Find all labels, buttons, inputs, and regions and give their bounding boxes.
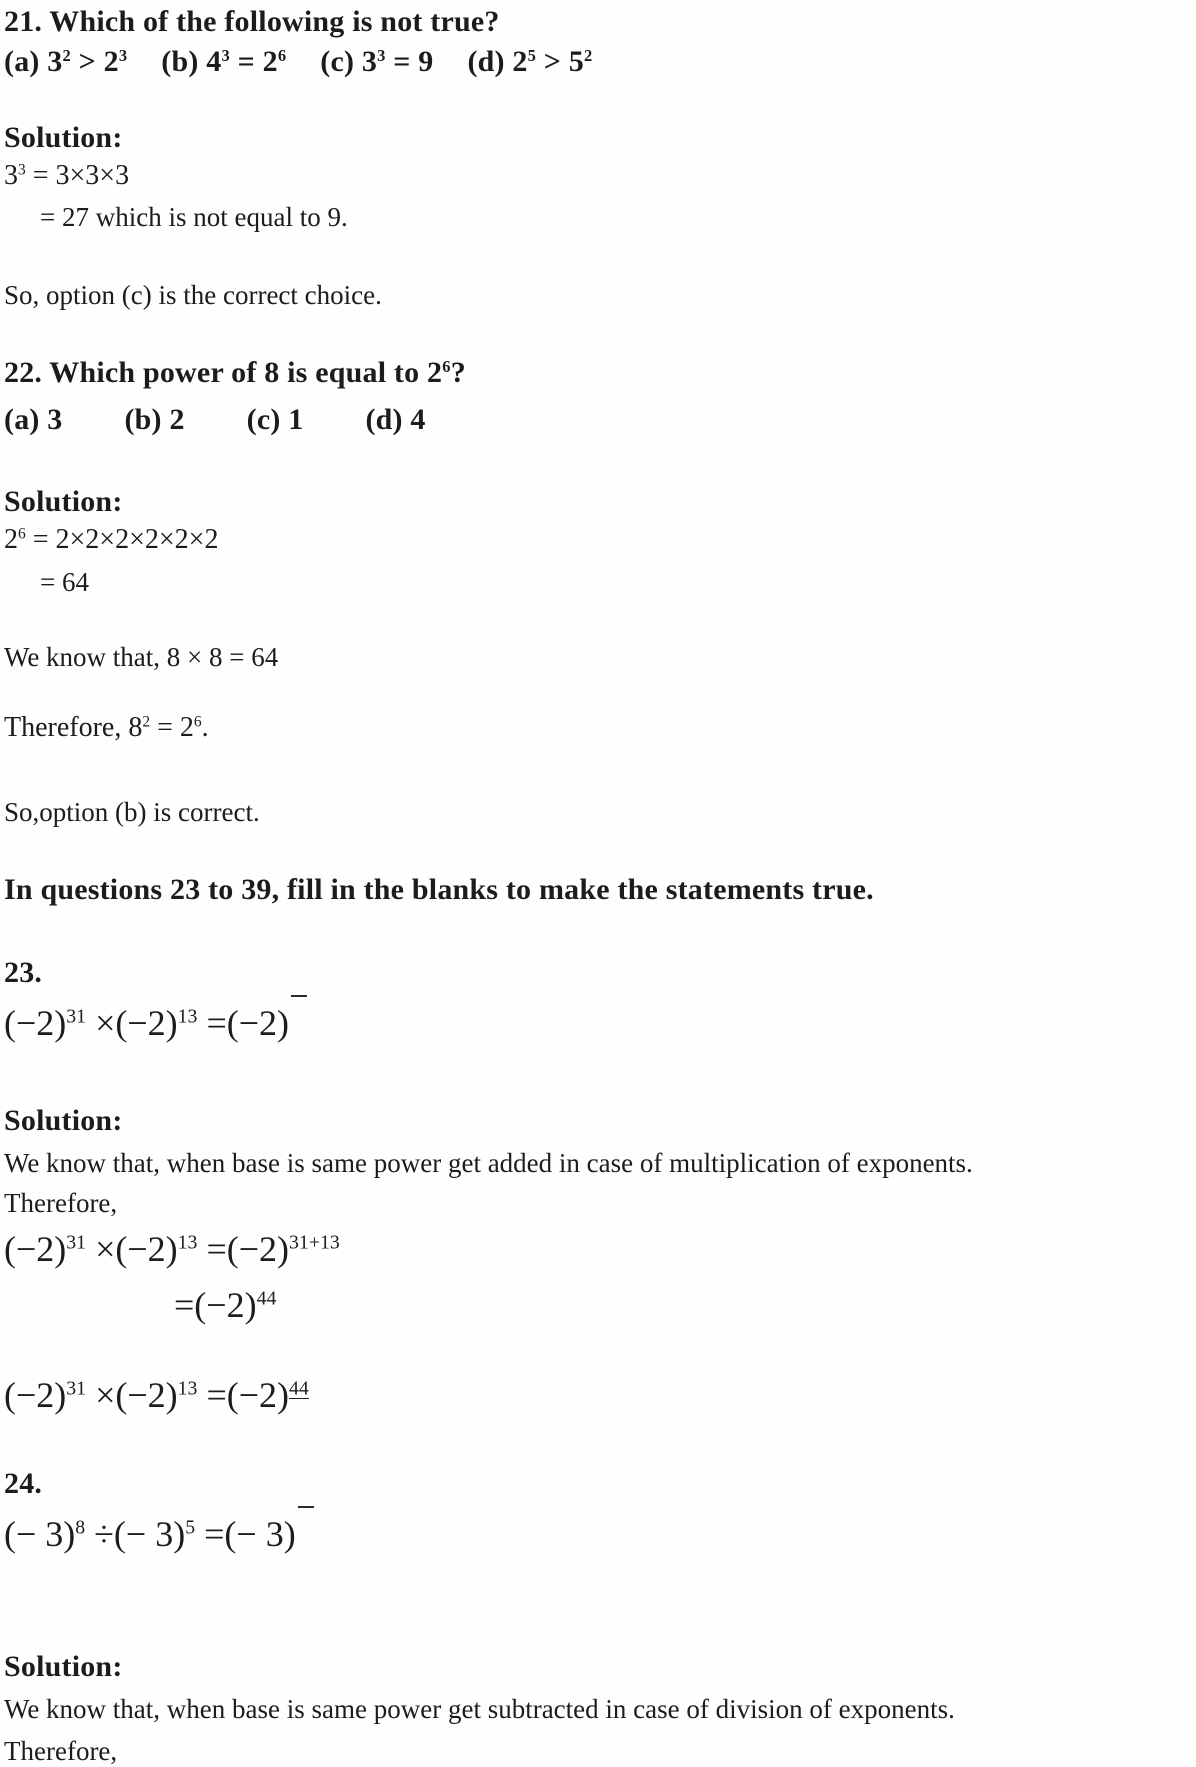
- question-22-solution-label: Solution:: [4, 485, 123, 518]
- question-24-number: 24.: [4, 1466, 43, 1500]
- question-22-fact: We know that, 8 × 8 = 64: [4, 642, 279, 672]
- question-21-work-line-2: = 27 which is not equal to 9.: [40, 202, 348, 232]
- question-22-option-c: (c) 1: [246, 403, 304, 436]
- question-22-options: [4, 400, 1188, 440]
- question-23-explanation: We know that, when base is same power get added in case of multiplication of exponents.: [4, 1147, 973, 1178]
- question-23-number: 23.: [4, 956, 43, 989]
- question-22-option-b: (b) 2: [124, 403, 185, 436]
- question-21-solution-label: Solution:: [4, 121, 123, 154]
- question-22-option-d: (d) 4: [365, 403, 426, 436]
- question-22-work-line-2: = 64: [40, 567, 89, 597]
- question-23-solution-label: Solution:: [4, 1103, 123, 1137]
- question-23-therefore: Therefore,: [4, 1187, 118, 1218]
- question-22-therefore: Therefore, $8^2 = 2^6$.: [4, 712, 209, 743]
- question-23-answer-line: $(-2)^{31} \times(-2)^{13} =(-2)^{44}$: [4, 1374, 309, 1415]
- question-21-options: [4, 42, 1188, 82]
- question-21-work-line-1: $3^3 = 3\times 3\times 3$: [4, 160, 130, 191]
- question-24-statement: (− 3)$^8$ ÷(− 3)$^5$ =(− 3): [4, 1506, 1188, 1561]
- question-22-option-a: (a) 3: [4, 403, 63, 436]
- question-24-solution-label: Solution:: [4, 1649, 123, 1683]
- question-24-explanation: We know that, when base is same power get subtracted in case of division of exponents.: [4, 1693, 955, 1724]
- question-23-statement: $(-2)^{31} \times(-2)^{13} =(-2)$: [4, 995, 1188, 1050]
- question-22-conclusion: So,option (b) is correct.: [4, 797, 260, 827]
- question-23-work-line-2: $=(-2)^{44}$: [174, 1284, 277, 1325]
- question-24-therefore: Therefore,: [4, 1735, 118, 1766]
- question-21-option-a: (a) $3^2 > 2^3$: [4, 45, 128, 78]
- question-22-work-line-1: $2^6 = 2\times 2\times 2\times 2\times 2\times 2$: [4, 524, 219, 555]
- question-22-heading: 22. Which power of 8 is equal to $2^6$?: [4, 356, 466, 389]
- question-21-option-d: (d) $2^5 > 5^2$: [467, 45, 593, 78]
- question-21-heading: 21. Which of the following is not true?: [4, 5, 500, 38]
- question-21-option-c: (c) $3^3 = 9$: [320, 45, 434, 78]
- question-21-conclusion: So, option (c) is the correct choice.: [4, 280, 382, 310]
- question-23-work-line-1: $(-2)^{31} \times(-2)^{13} =(-2)^{31+13}$: [4, 1228, 340, 1269]
- section-heading: In questions 23 to 39, fill in the blanks to make the statements true.: [4, 873, 874, 906]
- question-21-option-b: (b) $4^3 = 2^6$: [161, 45, 287, 78]
